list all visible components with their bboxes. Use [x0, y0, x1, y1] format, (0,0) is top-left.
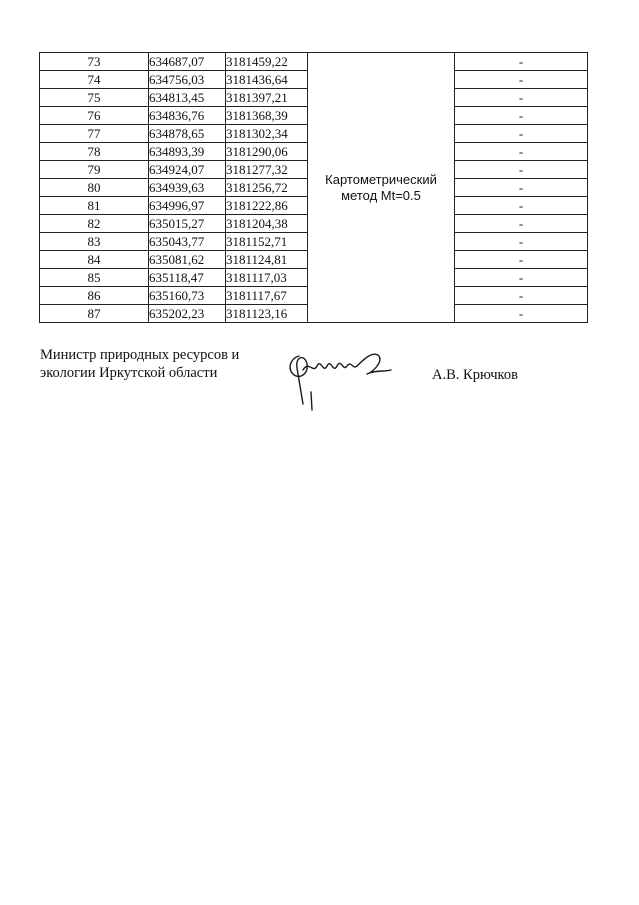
x-coordinate-cell: 635081,62 [149, 251, 226, 269]
note-cell: - [455, 161, 588, 179]
point-number-cell: 83 [40, 233, 149, 251]
note-cell: - [455, 143, 588, 161]
x-coordinate-cell: 635118,47 [149, 269, 226, 287]
x-coordinate-cell: 635202,23 [149, 305, 226, 323]
x-coordinate-cell: 634813,45 [149, 89, 226, 107]
y-coordinate-cell: 3181222,86 [226, 197, 308, 215]
point-number-cell: 79 [40, 161, 149, 179]
point-number-cell: 77 [40, 125, 149, 143]
point-number-cell: 81 [40, 197, 149, 215]
x-coordinate-cell: 634756,03 [149, 71, 226, 89]
point-number-cell: 80 [40, 179, 149, 197]
x-coordinate-cell: 634996,97 [149, 197, 226, 215]
coordinates-table-body [40, 53, 588, 323]
note-cell: - [455, 215, 588, 233]
y-coordinate-cell: 3181368,39 [226, 107, 308, 125]
y-coordinate-cell: 3181152,71 [226, 233, 308, 251]
point-number-cell: 82 [40, 215, 149, 233]
y-coordinate-cell: 3181290,06 [226, 143, 308, 161]
point-number-cell: 73 [40, 53, 149, 71]
x-coordinate-cell: 634836,76 [149, 107, 226, 125]
x-coordinate-cell: 635015,27 [149, 215, 226, 233]
point-number-cell: 75 [40, 89, 149, 107]
x-coordinate-cell: 634687,07 [149, 53, 226, 71]
note-cell: - [455, 107, 588, 125]
note-cell: - [455, 71, 588, 89]
point-number-cell: 76 [40, 107, 149, 125]
x-coordinate-cell: 634893,39 [149, 143, 226, 161]
x-coordinate-cell: 634924,07 [149, 161, 226, 179]
y-coordinate-cell: 3181277,32 [226, 161, 308, 179]
y-coordinate-cell: 3181302,34 [226, 125, 308, 143]
y-coordinate-cell: 3181459,22 [226, 53, 308, 71]
method-line2: метод Mt=0.5 [341, 187, 421, 203]
y-coordinate-cell: 3181204,38 [226, 215, 308, 233]
x-coordinate-cell: 634939,63 [149, 179, 226, 197]
note-cell: - [455, 305, 588, 323]
y-coordinate-cell: 3181123,16 [226, 305, 308, 323]
note-cell: - [455, 179, 588, 197]
note-cell: - [455, 269, 588, 287]
x-coordinate-cell: 634878,65 [149, 125, 226, 143]
point-number-cell: 85 [40, 269, 149, 287]
point-number-cell: 87 [40, 305, 149, 323]
method-line1: Картометрический [325, 171, 437, 187]
point-number-cell: 78 [40, 143, 149, 161]
note-cell: - [455, 287, 588, 305]
note-cell: - [455, 89, 588, 107]
handwritten-signature [283, 340, 395, 416]
point-number-cell: 84 [40, 251, 149, 269]
y-coordinate-cell: 3181117,67 [226, 287, 308, 305]
coordinates-table [39, 52, 588, 323]
note-cell: - [455, 233, 588, 251]
signatory-position-line1: Министр природных ресурсов и [40, 347, 240, 363]
x-coordinate-cell: 635043,77 [149, 233, 226, 251]
method-cell [308, 53, 455, 323]
x-coordinate-cell: 635160,73 [149, 287, 226, 305]
point-number-cell: 86 [40, 287, 149, 305]
note-cell: - [455, 251, 588, 269]
y-coordinate-cell: 3181397,21 [226, 89, 308, 107]
table-row [40, 53, 588, 71]
y-coordinate-cell: 3181256,72 [226, 179, 308, 197]
note-cell: - [455, 197, 588, 215]
y-coordinate-cell: 3181436,64 [226, 71, 308, 89]
signatory-position [40, 346, 239, 382]
signatory-name: А.В. Крючков [432, 367, 518, 383]
y-coordinate-cell: 3181124,81 [226, 251, 308, 269]
y-coordinate-cell: 3181117,03 [226, 269, 308, 287]
note-cell: - [455, 53, 588, 71]
point-number-cell: 74 [40, 71, 149, 89]
note-cell: - [455, 125, 588, 143]
signatory-position-line2: экологии Иркутской области [40, 365, 218, 381]
